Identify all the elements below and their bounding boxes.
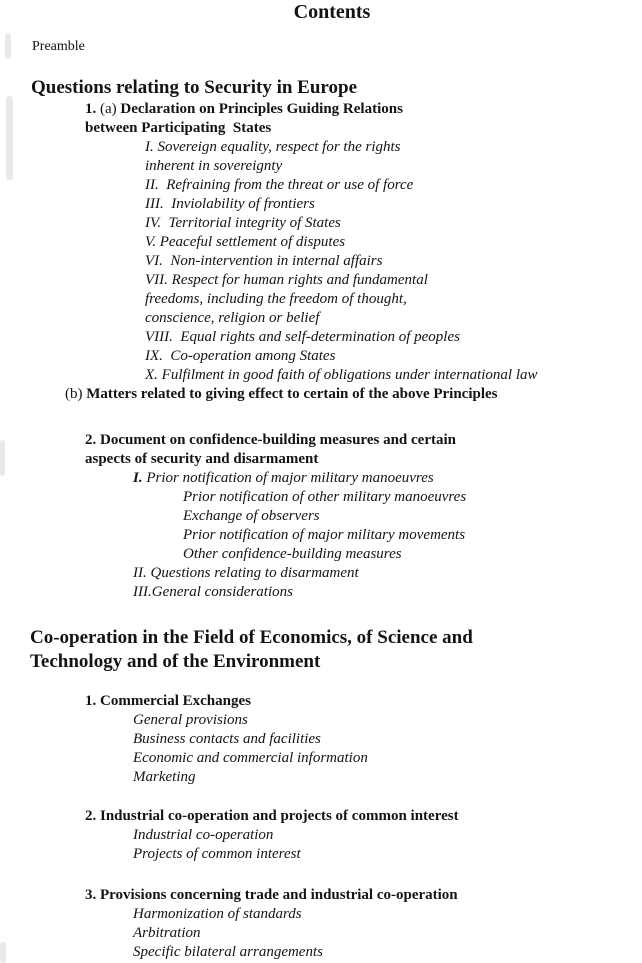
toc-text-segment: Prior notification of major military movements bbox=[183, 527, 466, 543]
security-principles-list bbox=[0, 100, 642, 404]
toc-text-segment: X. Fulfilment in good faith of obligations under international law bbox=[145, 367, 538, 383]
toc-text-segment: II. Questions relating to disarmament bbox=[133, 565, 359, 581]
toc-text-segment: 2. Document on confidence-building measures and certain bbox=[85, 432, 456, 448]
toc-line bbox=[0, 195, 642, 214]
toc-line bbox=[0, 526, 642, 545]
toc-line bbox=[0, 328, 642, 347]
toc-line bbox=[0, 488, 642, 507]
toc-text-segment: VI. Non-intervention in internal affairs bbox=[145, 253, 383, 269]
toc-text-segment: Exchange of observers bbox=[183, 508, 320, 524]
section-heading-cooperation bbox=[30, 626, 473, 674]
toc-text-segment: VII. Respect for human rights and fundamental bbox=[145, 272, 428, 288]
toc-line bbox=[0, 545, 642, 564]
section-heading-cooperation-line2: Technology and of the Environment bbox=[30, 651, 321, 672]
toc-text-segment: 1. bbox=[85, 101, 100, 117]
toc-text-segment: VIII. Equal rights and self-determination of peoples bbox=[145, 329, 460, 345]
toc-line bbox=[0, 507, 642, 526]
toc-text-segment: Specific bilateral arrangements bbox=[133, 944, 323, 960]
toc-line bbox=[0, 450, 642, 469]
toc-text-segment: conscience, religion or belief bbox=[145, 310, 320, 326]
toc-text-segment: III.General considerations bbox=[133, 584, 293, 600]
toc-line bbox=[0, 138, 642, 157]
toc-text-segment: aspects of security and disarmament bbox=[85, 451, 319, 467]
toc-line bbox=[0, 807, 642, 826]
toc-line bbox=[0, 905, 642, 924]
toc-text-segment: 3. Provisions concerning trade and industrial co-operation bbox=[85, 887, 458, 903]
toc-line bbox=[0, 730, 642, 749]
toc-line bbox=[0, 943, 642, 962]
toc-line bbox=[0, 583, 642, 602]
industrial-cooperation-list bbox=[0, 807, 642, 864]
toc-text-segment: (b) bbox=[65, 386, 87, 402]
toc-text-segment: Industrial co-operation bbox=[133, 827, 274, 843]
toc-line bbox=[0, 845, 642, 864]
toc-text-segment: Business contacts and facilities bbox=[133, 731, 321, 747]
toc-text-segment: Declaration on Principles Guiding Relations bbox=[120, 101, 403, 117]
toc-line bbox=[0, 469, 642, 488]
toc-line bbox=[0, 119, 642, 138]
toc-line bbox=[0, 157, 642, 176]
toc-line bbox=[0, 100, 642, 119]
toc-line bbox=[0, 176, 642, 195]
toc-text-segment: General provisions bbox=[133, 712, 248, 728]
toc-text-segment: (a) bbox=[100, 101, 121, 117]
toc-text-segment: Arbitration bbox=[133, 925, 201, 941]
toc-text-segment: III. Inviolability of frontiers bbox=[145, 196, 315, 212]
toc-line bbox=[0, 886, 642, 905]
toc-text-segment: Prior notification of other military manoeuvres bbox=[183, 489, 467, 505]
toc-text-segment: 2. Industrial co-operation and projects of common interest bbox=[85, 808, 459, 824]
toc-text-segment: Marketing bbox=[133, 769, 196, 785]
toc-text-segment: Other confidence-building measures bbox=[183, 546, 402, 562]
toc-text-segment: Projects of common interest bbox=[133, 846, 301, 862]
toc-text-segment: IX. Co-operation among States bbox=[145, 348, 336, 364]
toc-line bbox=[0, 749, 642, 768]
toc-line bbox=[0, 309, 642, 328]
toc-line bbox=[0, 385, 642, 404]
toc-line bbox=[0, 431, 642, 450]
toc-line bbox=[0, 768, 642, 787]
toc-text-segment: IV. Territorial integrity of States bbox=[145, 215, 341, 231]
toc-line bbox=[0, 214, 642, 233]
section-heading-cooperation-line1: Co-operation in the Field of Economics, of Science and bbox=[30, 627, 473, 648]
toc-text-segment: Matters related to giving effect to certain of the above Principles bbox=[86, 386, 498, 402]
toc-line bbox=[0, 564, 642, 583]
confidence-building-list bbox=[0, 431, 642, 602]
trade-provisions-list bbox=[0, 886, 642, 962]
toc-text-segment: I. bbox=[133, 470, 143, 486]
toc-line bbox=[0, 233, 642, 252]
toc-line bbox=[0, 924, 642, 943]
toc-text-segment: between Participating States bbox=[85, 120, 272, 136]
toc-line bbox=[0, 826, 642, 845]
toc-text-segment: freedoms, including the freedom of thought, bbox=[145, 291, 407, 307]
toc-text-segment: Economic and commercial information bbox=[133, 750, 368, 766]
toc-line bbox=[0, 290, 642, 309]
toc-text-segment: II. Refraining from the threat or use of force bbox=[145, 177, 414, 193]
toc-text-segment: I. Sovereign equality, respect for the rights bbox=[145, 139, 401, 155]
page-title: Contents bbox=[293, 1, 371, 23]
toc-line bbox=[0, 252, 642, 271]
preamble-entry: Preamble bbox=[32, 39, 85, 54]
toc-text-segment: 1. Commercial Exchanges bbox=[85, 693, 251, 709]
toc-text-segment: V. Peaceful settlement of disputes bbox=[145, 234, 346, 250]
toc-line bbox=[0, 692, 642, 711]
section-heading-security: Questions relating to Security in Europe bbox=[31, 77, 358, 98]
toc-line bbox=[0, 347, 642, 366]
commercial-exchanges-list bbox=[0, 692, 642, 787]
toc-text-segment: inherent in sovereignty bbox=[145, 158, 283, 174]
toc-text-segment: Harmonization of standards bbox=[133, 906, 302, 922]
toc-line bbox=[0, 271, 642, 290]
toc-line bbox=[0, 366, 642, 385]
toc-text-segment: Prior notification of major military manoeuvres bbox=[142, 470, 434, 486]
scan-artifact bbox=[5, 33, 11, 59]
toc-line bbox=[0, 711, 642, 730]
